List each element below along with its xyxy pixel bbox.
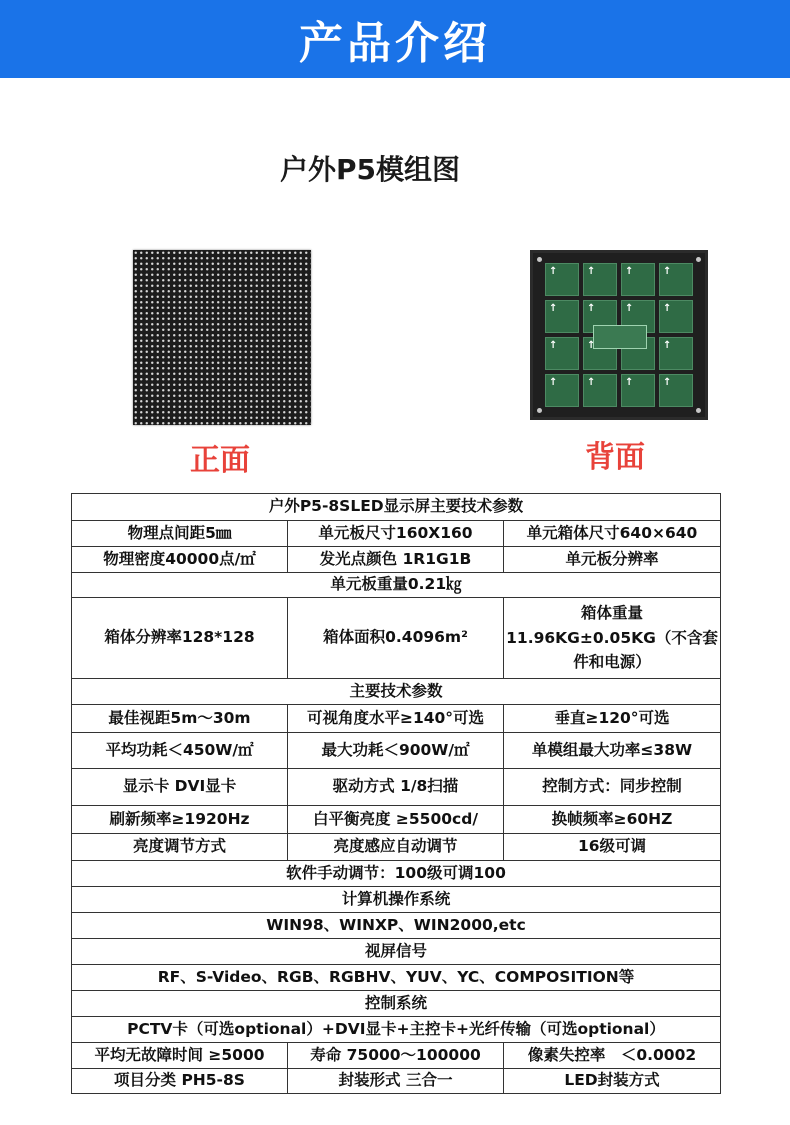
pcb-cell bbox=[621, 374, 655, 407]
pcb-cell bbox=[583, 263, 617, 296]
table-row bbox=[72, 521, 721, 547]
table-row bbox=[72, 913, 721, 939]
table-row bbox=[72, 547, 721, 573]
table-row bbox=[72, 679, 721, 705]
table-section-header: 主要技术参数 bbox=[72, 679, 721, 705]
table-row bbox=[72, 1043, 721, 1069]
table-title: 户外P5-8SLED显示屏主要技术参数 bbox=[72, 494, 721, 521]
pcb-cell bbox=[545, 337, 579, 370]
table-cell: 单元箱体尺寸640×640 bbox=[504, 521, 721, 547]
table-cell: 显示卡 DVI显卡 bbox=[72, 769, 288, 806]
table-title-row bbox=[72, 494, 721, 521]
pcb-cell bbox=[583, 374, 617, 407]
module-title: 户外P5模组图 bbox=[279, 153, 460, 186]
table-cell: 最大功耗＜900W/㎡ bbox=[288, 733, 504, 769]
table-cell: 平均无故障时间 ≥5000 bbox=[72, 1043, 288, 1069]
screw bbox=[537, 408, 542, 413]
pcb-cell bbox=[659, 374, 693, 407]
table-row bbox=[72, 965, 721, 991]
front-panel-image bbox=[133, 250, 311, 425]
table-row bbox=[72, 1017, 721, 1043]
table-cell: 箱体分辨率128*128 bbox=[72, 598, 288, 679]
front-label: 正面 bbox=[190, 443, 250, 478]
table-row bbox=[72, 573, 721, 598]
pcb-cell bbox=[659, 337, 693, 370]
table-cell: RF、S-Video、RGB、RGBHV、YUV、YC、COMPOSITION等 bbox=[72, 965, 721, 991]
table-cell: 平均功耗＜450W/㎡ bbox=[72, 733, 288, 769]
table-cell: 驱动方式 1/8扫描 bbox=[288, 769, 504, 806]
pcb-cell bbox=[621, 263, 655, 296]
table-cell: PCTV卡（可选optional）+DVI显卡+主控卡+光纤传输（可选optional） bbox=[72, 1017, 721, 1043]
table-cell: 刷新频率≥1920Hz bbox=[72, 806, 288, 834]
table-cell: WIN98、WINXP、WIN2000,etc bbox=[72, 913, 721, 939]
table-cell: 垂直≥120°可选 bbox=[504, 705, 721, 733]
table-cell: 软件手动调节：100级可调100 bbox=[72, 861, 721, 887]
table-row bbox=[72, 834, 721, 861]
header-banner bbox=[0, 0, 790, 78]
table-row bbox=[72, 1069, 721, 1094]
table-cell: 寿命 75000～100000 bbox=[288, 1043, 504, 1069]
pcb-cell bbox=[659, 300, 693, 333]
table-cell: 箱体面积0.4096m² bbox=[288, 598, 504, 679]
table-cell: 16级可调 bbox=[504, 834, 721, 861]
banner-title: 产品介绍 bbox=[299, 18, 491, 69]
table-cell: 可视角度水平≥140°可选 bbox=[288, 705, 504, 733]
screw bbox=[696, 257, 701, 262]
table-cell: 白平衡亮度 ≥5500cd/ bbox=[288, 806, 504, 834]
driver-chip bbox=[593, 325, 647, 349]
pcb-cell bbox=[545, 300, 579, 333]
table-cell: 发光点颜色 1R1G1B bbox=[288, 547, 504, 573]
pcb-cell bbox=[545, 374, 579, 407]
table-row bbox=[72, 887, 721, 913]
back-label: 背面 bbox=[585, 440, 645, 475]
table-row bbox=[72, 733, 721, 769]
table-row bbox=[72, 769, 721, 806]
table-row bbox=[72, 806, 721, 834]
pcb-cell bbox=[545, 263, 579, 296]
table-cell: 物理密度40000点/㎡ bbox=[72, 547, 288, 573]
spec-table bbox=[71, 493, 721, 1094]
table-section-header: 视屏信号 bbox=[72, 939, 721, 965]
table-cell: 单模组最大功率≤38W bbox=[504, 733, 721, 769]
table-cell: 物理点间距5㎜ bbox=[72, 521, 288, 547]
table-cell: 项目分类 PH5-8S bbox=[72, 1069, 288, 1094]
table-cell: 换帧频率≥60HZ bbox=[504, 806, 721, 834]
table-cell: 封装形式 三合一 bbox=[288, 1069, 504, 1094]
table-section-header: 控制系统 bbox=[72, 991, 721, 1017]
table-row bbox=[72, 598, 721, 679]
table-cell: 亮度感应自动调节 bbox=[288, 834, 504, 861]
table-cell: 控制方式：同步控制 bbox=[504, 769, 721, 806]
table-cell: 箱体重量 11.96KG±0.05KG（不含套件和电源） bbox=[504, 598, 721, 679]
table-cell: LED封装方式 bbox=[504, 1069, 721, 1094]
table-cell: 最佳视距5m～30m bbox=[72, 705, 288, 733]
table-cell: 亮度调节方式 bbox=[72, 834, 288, 861]
table-row bbox=[72, 991, 721, 1017]
table-cell: 像素失控率 ＜0.0002 bbox=[504, 1043, 721, 1069]
table-section-header: 计算机操作系统 bbox=[72, 887, 721, 913]
screw bbox=[537, 257, 542, 262]
table-row bbox=[72, 861, 721, 887]
pcb-cell bbox=[659, 263, 693, 296]
screw bbox=[696, 408, 701, 413]
table-cell: 单元板尺寸160X160 bbox=[288, 521, 504, 547]
table-cell: 单元板分辨率 bbox=[504, 547, 721, 573]
table-row bbox=[72, 939, 721, 965]
table-cell: 单元板重量0.21㎏ bbox=[72, 573, 721, 598]
back-panel-image bbox=[530, 250, 708, 420]
table-row bbox=[72, 705, 721, 733]
